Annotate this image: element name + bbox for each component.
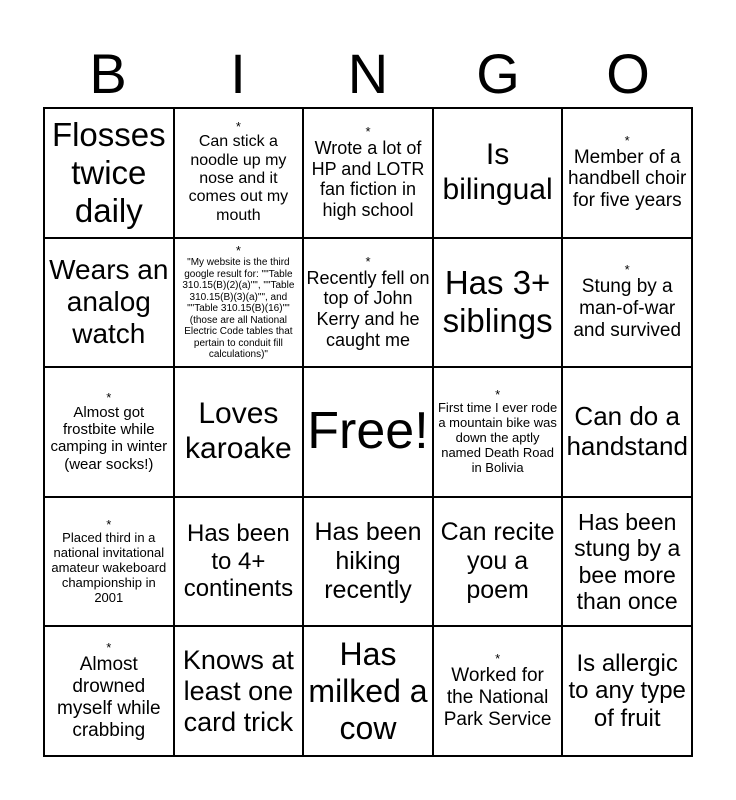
cell-text: Is allergic to any type of fruit <box>568 649 686 732</box>
star-marker: * <box>106 640 112 655</box>
star-marker: * <box>624 132 630 148</box>
bingo-cell[interactable] <box>44 108 174 238</box>
star-marker: * <box>624 262 630 278</box>
bingo-cell[interactable] <box>303 108 433 238</box>
star-marker: * <box>235 243 241 259</box>
bingo-card-grid <box>43 107 693 757</box>
star-marker: * <box>106 516 112 532</box>
bingo-cell[interactable] <box>433 367 563 497</box>
bingo-cell[interactable] <box>44 497 174 627</box>
cell-text: Has milked a cow <box>308 636 428 746</box>
bingo-cell[interactable] <box>433 626 563 756</box>
bingo-cell[interactable] <box>174 238 304 368</box>
bingo-cell[interactable] <box>562 497 692 627</box>
cell-text: First time I ever rode a mountain bike was down the aptly named Death Road in Bolivia <box>437 400 558 475</box>
header-letter-b: B <box>89 42 127 105</box>
cell-text: Recently fell on top of John Kerry and he caught me <box>306 267 430 350</box>
bingo-cell[interactable] <box>44 626 174 756</box>
cell-text: Has been to 4+ continents <box>183 520 294 603</box>
cell-text: Can stick a noodle up my nose and it comes out my mouth <box>188 133 289 224</box>
bingo-cell[interactable] <box>303 367 433 497</box>
bingo-cell[interactable] <box>44 238 174 368</box>
cell-text: Wears an analog watch <box>49 254 169 350</box>
bingo-cell[interactable] <box>562 108 692 238</box>
cell-text: Can recite you a poem <box>440 518 555 604</box>
bingo-cell[interactable] <box>174 497 304 627</box>
star-marker: * <box>495 387 501 403</box>
header-letter-n: N <box>347 42 389 105</box>
bingo-cell[interactable] <box>303 626 433 756</box>
cell-text: Stung by a man-of-war and survived <box>573 276 682 341</box>
bingo-cell[interactable] <box>562 626 692 756</box>
cell-text: Loves karoake <box>185 397 292 465</box>
star-marker: * <box>365 253 371 269</box>
cell-text: Knows at least one card trick <box>182 644 294 737</box>
header-letter-o: O <box>606 42 650 105</box>
cell-text: Can do a handstand <box>566 401 688 461</box>
cell-text: Flosses twice daily <box>51 115 166 229</box>
bingo-cell[interactable] <box>44 367 174 497</box>
cell-text: Worked for the National Park Service <box>443 664 552 730</box>
bingo-header <box>43 40 693 108</box>
bingo-cell[interactable] <box>562 238 692 368</box>
cell-text: Member of a handbell choir for five years <box>568 146 687 212</box>
cell-text: Has been hiking recently <box>314 518 422 604</box>
bingo-cell[interactable] <box>433 238 563 368</box>
bingo-cell[interactable] <box>433 497 563 627</box>
cell-text: Free! <box>307 402 429 461</box>
bingo-cell[interactable] <box>562 367 692 497</box>
header-letter-i: I <box>230 42 246 105</box>
bingo-cell[interactable] <box>303 497 433 627</box>
bingo-cell[interactable] <box>303 238 433 368</box>
bingo-cell[interactable] <box>174 108 304 238</box>
star-marker: * <box>106 389 112 405</box>
cell-text: "My website is the third google result for: ""Table 310.15(B)(2)(a)"", ""Table 310.15(B)(3)(a)"", and ""Table 310.15(B)(16)"" (those are all National Electric Code tables that pertain to conduit fill calculations)" <box>182 257 295 361</box>
cell-text: Wrote a lot of HP and LOTR fan fiction in high school <box>311 137 425 220</box>
cell-text: Has 3+ siblings <box>442 264 553 340</box>
cell-text: Almost got frostbite while camping in winter (wear socks!) <box>50 403 168 473</box>
bingo-cell[interactable] <box>174 367 304 497</box>
bingo-cell[interactable] <box>433 108 563 238</box>
cell-text: Is bilingual <box>442 138 553 206</box>
bingo-cell[interactable] <box>174 626 304 756</box>
cell-text: Has been stung by a bee more than once <box>574 508 681 615</box>
star-marker: * <box>495 650 501 666</box>
cell-text: Placed third in a national invitational amateur wakeboard championship in 2001 <box>51 529 167 605</box>
cell-text: Almost drowned myself while crabbing <box>57 654 161 741</box>
star-marker: * <box>235 119 241 135</box>
star-marker: * <box>365 123 371 139</box>
header-letter-g: G <box>476 42 520 105</box>
